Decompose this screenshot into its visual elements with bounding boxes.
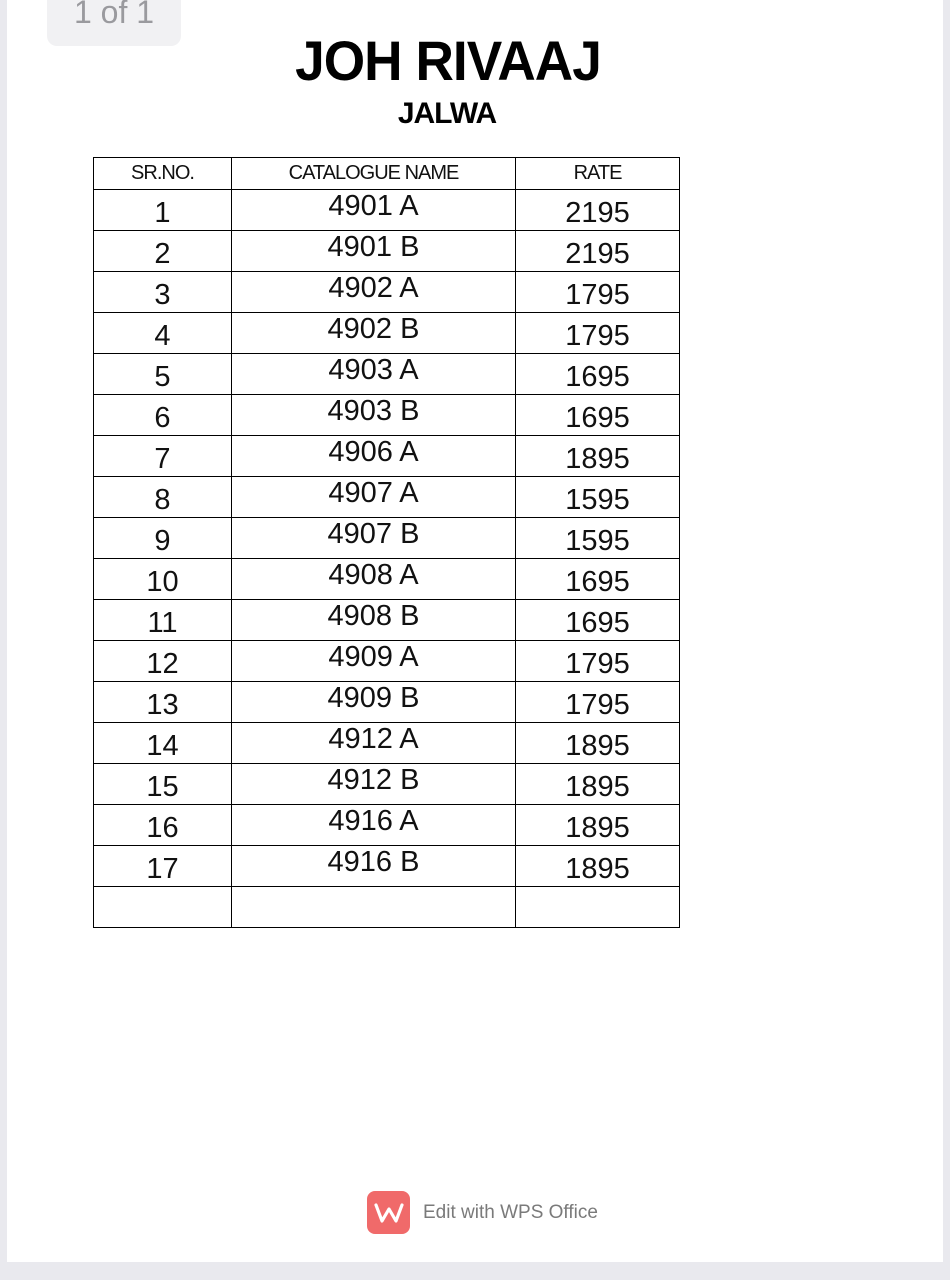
document-page bbox=[7, 0, 943, 1262]
sr-no-cell: 4 bbox=[94, 313, 232, 354]
rate-cell: 1595 bbox=[516, 518, 680, 559]
catalogue-name-cell: 4916 B bbox=[232, 846, 516, 887]
sr-no-cell: 14 bbox=[94, 723, 232, 764]
table-row bbox=[94, 354, 680, 395]
sr-no-cell: 10 bbox=[94, 559, 232, 600]
page-indicator: 1 of 1 bbox=[47, 0, 181, 46]
header-sr-no: SR.NO. bbox=[94, 158, 232, 190]
rate-cell: 2195 bbox=[516, 190, 680, 231]
header-rate: RATE bbox=[516, 158, 680, 190]
sr-no-cell: 9 bbox=[94, 518, 232, 559]
table-row bbox=[94, 436, 680, 477]
sr-no-cell: 2 bbox=[94, 231, 232, 272]
rate-cell: 1595 bbox=[516, 477, 680, 518]
sr-no-cell: 1 bbox=[94, 190, 232, 231]
table-row bbox=[94, 887, 680, 928]
rate-cell: 1895 bbox=[516, 846, 680, 887]
catalogue-name-cell: 4908 B bbox=[232, 600, 516, 641]
sr-no-cell: 7 bbox=[94, 436, 232, 477]
rate-cell: 1795 bbox=[516, 272, 680, 313]
catalogue-name-cell bbox=[232, 887, 516, 928]
sr-no-cell bbox=[94, 887, 232, 928]
sr-no-cell: 12 bbox=[94, 641, 232, 682]
catalogue-name-cell: 4908 A bbox=[232, 559, 516, 600]
rate-cell: 1795 bbox=[516, 641, 680, 682]
table-row bbox=[94, 805, 680, 846]
rate-cell: 1895 bbox=[516, 764, 680, 805]
table-row bbox=[94, 723, 680, 764]
header-catalogue-name: CATALOGUE NAME bbox=[232, 158, 516, 190]
catalogue-name-cell: 4903 B bbox=[232, 395, 516, 436]
rate-table bbox=[93, 157, 680, 928]
sr-no-cell: 3 bbox=[94, 272, 232, 313]
table-row bbox=[94, 272, 680, 313]
sr-no-cell: 16 bbox=[94, 805, 232, 846]
sr-no-cell: 15 bbox=[94, 764, 232, 805]
table-header-row bbox=[94, 158, 680, 190]
table-row bbox=[94, 682, 680, 723]
catalogue-name-cell: 4902 A bbox=[232, 272, 516, 313]
table-row bbox=[94, 559, 680, 600]
catalogue-name-cell: 4901 B bbox=[232, 231, 516, 272]
sr-no-cell: 17 bbox=[94, 846, 232, 887]
rate-cell bbox=[516, 887, 680, 928]
sr-no-cell: 8 bbox=[94, 477, 232, 518]
sr-no-cell: 6 bbox=[94, 395, 232, 436]
edit-with-wps-button[interactable] bbox=[367, 1191, 598, 1234]
rate-cell: 1895 bbox=[516, 436, 680, 477]
sr-no-cell: 13 bbox=[94, 682, 232, 723]
sr-no-cell: 11 bbox=[94, 600, 232, 641]
table-row bbox=[94, 477, 680, 518]
table-row bbox=[94, 190, 680, 231]
document-subtitle: JALWA bbox=[397, 97, 497, 130]
table-row bbox=[94, 764, 680, 805]
table-row bbox=[94, 518, 680, 559]
rate-cell: 1795 bbox=[516, 313, 680, 354]
table-row bbox=[94, 846, 680, 887]
rate-cell: 1695 bbox=[516, 559, 680, 600]
wps-label: Edit with WPS Office bbox=[423, 1201, 598, 1223]
rate-cell: 1895 bbox=[516, 805, 680, 846]
rate-cell: 1695 bbox=[516, 600, 680, 641]
catalogue-name-cell: 4909 A bbox=[232, 641, 516, 682]
catalogue-name-cell: 4912 B bbox=[232, 764, 516, 805]
catalogue-name-cell: 4907 A bbox=[232, 477, 516, 518]
table-row bbox=[94, 313, 680, 354]
catalogue-name-cell: 4902 B bbox=[232, 313, 516, 354]
catalogue-name-cell: 4909 B bbox=[232, 682, 516, 723]
catalogue-name-cell: 4906 A bbox=[232, 436, 516, 477]
wps-logo-icon bbox=[367, 1191, 410, 1234]
rate-cell: 1795 bbox=[516, 682, 680, 723]
rate-cell: 1895 bbox=[516, 723, 680, 764]
catalogue-name-cell: 4903 A bbox=[232, 354, 516, 395]
catalogue-name-cell: 4916 A bbox=[232, 805, 516, 846]
table-row bbox=[94, 600, 680, 641]
rate-cell: 1695 bbox=[516, 354, 680, 395]
rate-cell: 2195 bbox=[516, 231, 680, 272]
rate-cell: 1695 bbox=[516, 395, 680, 436]
table-row bbox=[94, 231, 680, 272]
table-row bbox=[94, 395, 680, 436]
table-row bbox=[94, 641, 680, 682]
catalogue-name-cell: 4907 B bbox=[232, 518, 516, 559]
sr-no-cell: 5 bbox=[94, 354, 232, 395]
catalogue-name-cell: 4901 A bbox=[232, 190, 516, 231]
catalogue-name-cell: 4912 A bbox=[232, 723, 516, 764]
document-title: JOH RIVAAJ bbox=[295, 29, 601, 92]
